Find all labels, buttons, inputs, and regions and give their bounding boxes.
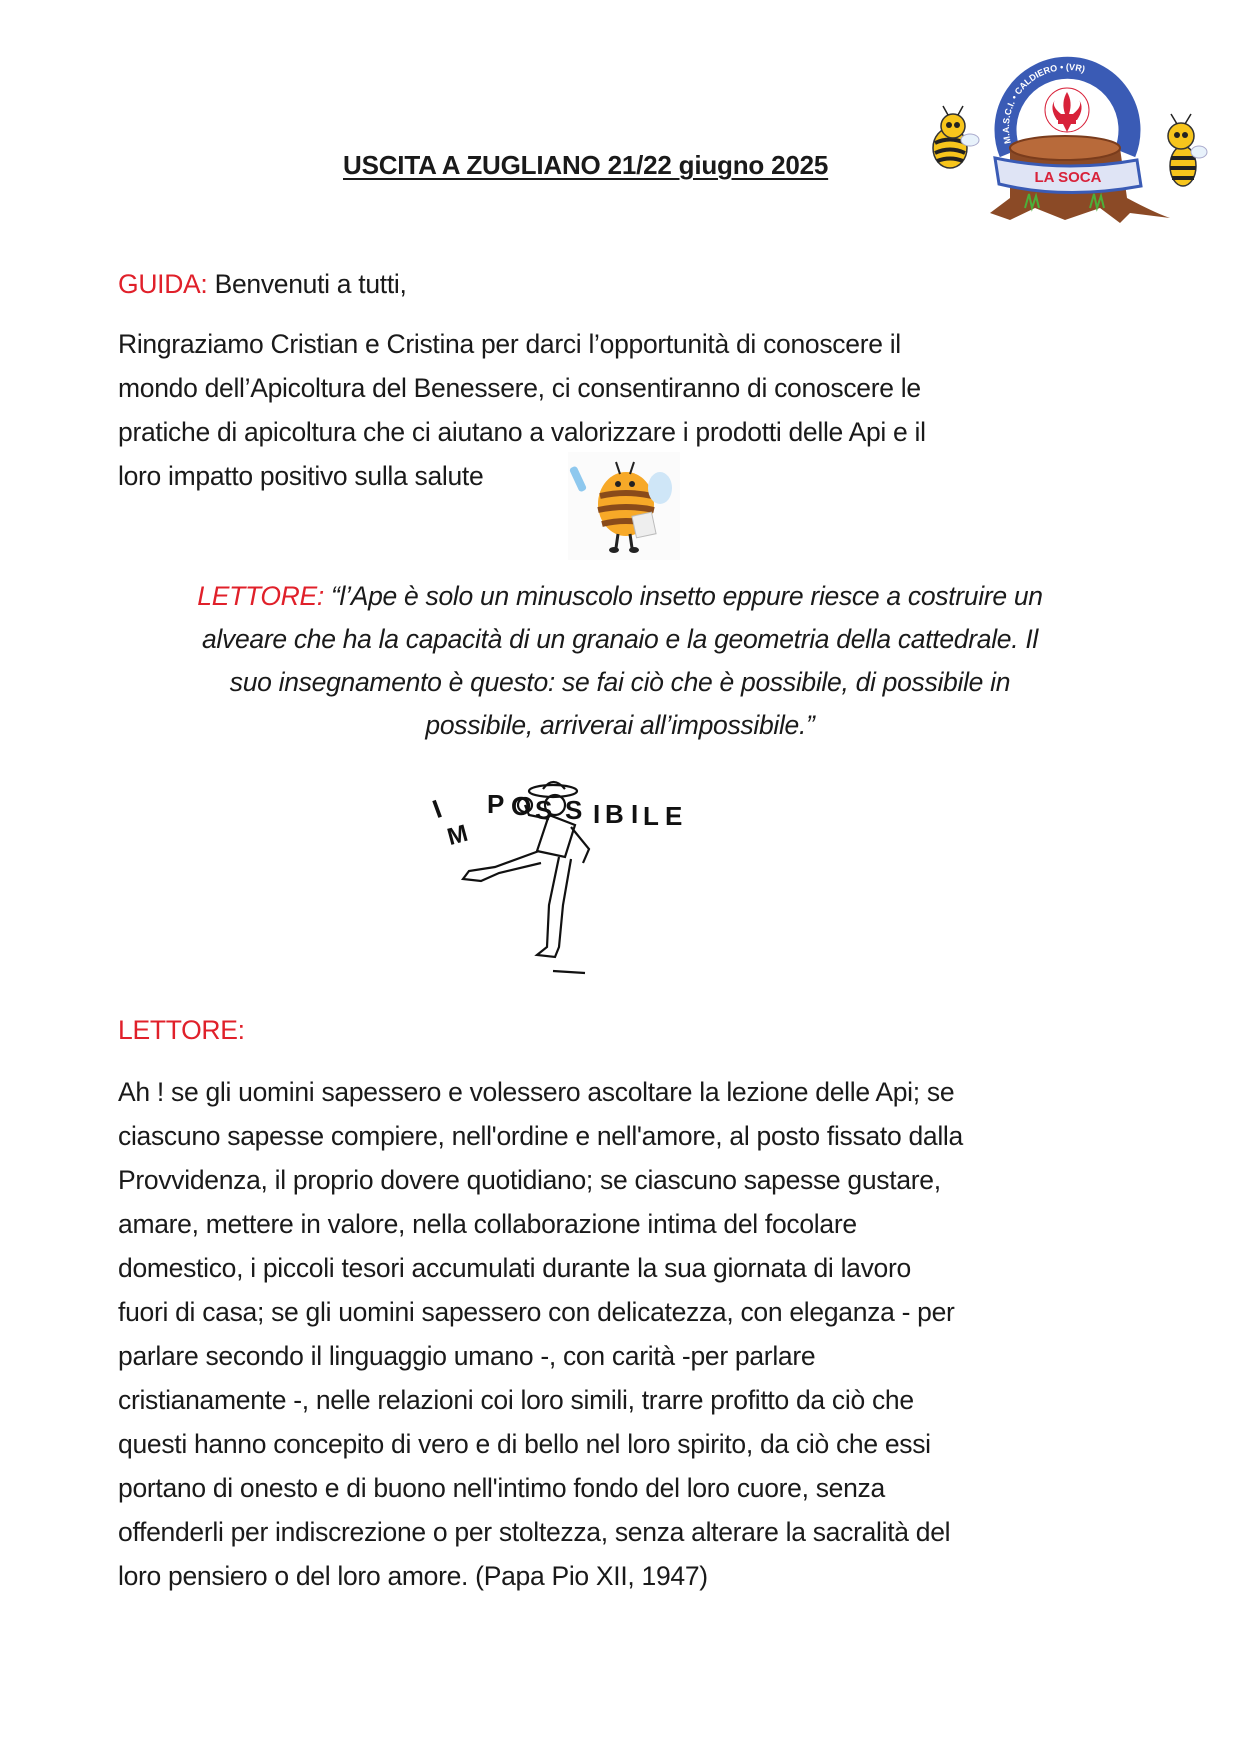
fleur-de-lis-icon <box>1045 88 1089 132</box>
svg-text:E: E <box>665 801 683 831</box>
paragraph-line: ciascuno sapesse compiere, nell'ordine e nell'amore, al posto fissato dalla <box>118 1121 963 1151</box>
paragraph-line: offenderli per indiscrezione o per stoltezza, senza alterare la sacralità del <box>118 1517 951 1547</box>
svg-text:L: L <box>643 801 659 831</box>
speaker-label-lettore: LETTORE: <box>197 581 324 611</box>
paragraph-line: Ringraziamo Cristian e Cristina per darci l’opportunità di conoscere il <box>118 329 901 359</box>
paragraph-line: questi hanno concepito di vero e di bello nel loro spirito, da ciò che essi <box>118 1429 931 1459</box>
svg-text:I: I <box>593 799 601 829</box>
paragraph-line: loro impatto positivo sulla salute <box>118 461 484 491</box>
guida-intro-paragraph <box>118 322 926 498</box>
quote-line: “l’Ape è solo un minuscolo insetto eppure riesce a costruire un <box>323 581 1043 611</box>
lettore-quote <box>110 575 1130 747</box>
impossibile-letters <box>429 789 683 851</box>
bee-with-syringe-image <box>568 452 680 560</box>
guida-greeting <box>118 262 407 306</box>
svg-text:B: B <box>605 799 624 829</box>
svg-text:S: S <box>565 795 583 825</box>
svg-text:O: O <box>511 791 532 821</box>
bee-left-icon <box>933 106 979 168</box>
svg-text:M: M <box>444 819 471 852</box>
paragraph-line: Provvidenza, il proprio dovere quotidiano; se ciascuno sapesse gustare, <box>118 1165 941 1195</box>
quote-line: alveare che ha la capacità di un granaio e la geometria della cattedrale. Il <box>201 624 1039 654</box>
paragraph-line: loro pensiero o del loro amore. (Papa Pio XII, 1947) <box>118 1561 708 1591</box>
svg-text:P: P <box>487 789 505 819</box>
masci-la-soca-logo <box>915 48 1215 228</box>
paragraph-line: parlare secondo il linguaggio umano -, con carità -per parlare <box>118 1341 816 1371</box>
paragraph-line: domestico, i piccoli tesori accumulati durante la sua giornata di lavoro <box>118 1253 911 1283</box>
impossibile-scout-illustration <box>425 775 715 990</box>
quote-line: possibile, arriverai all’impossibile.” <box>425 710 815 740</box>
bee-right-icon <box>1168 114 1207 186</box>
paragraph-line: portano di onesto e di buono nell'intimo fondo del loro cuore, senza <box>118 1473 885 1503</box>
speaker-label-guida: GUIDA: <box>118 269 208 299</box>
svg-text:I: I <box>631 799 639 829</box>
paragraph-line: mondo dell’Apicoltura del Benessere, ci consentiranno di conoscere le <box>118 373 921 403</box>
logo-ring-text: M.A.S.C.I. • CALDIERO • (VR) <box>1000 61 1087 145</box>
paragraph-line: pratiche di apicoltura che ci aiutano a valorizzare i prodotti delle Api e il <box>118 417 926 447</box>
quote-line: suo insegnamento è questo: se fai ciò che è possibile, di possibile in <box>229 667 1011 697</box>
paragraph-line: cristianamente -, nelle relazioni coi loro simili, trarre profitto da ciò che <box>118 1385 914 1415</box>
svg-text:S: S <box>535 795 553 825</box>
page-title: USCITA A ZUGLIANO 21/22 giugno 2025 <box>343 150 829 180</box>
logo-banner-text: LA SOCA <box>1034 169 1102 186</box>
svg-text:I: I <box>428 793 446 825</box>
greeting-text: Benvenuti a tutti, <box>207 269 407 299</box>
paragraph-line: Ah ! se gli uomini sapessero e volessero ascoltare la lezione delle Api; se <box>118 1077 955 1107</box>
paragraph-line: fuori di casa; se gli uomini sapessero con delicatezza, con eleganza - per <box>118 1297 955 1327</box>
paragraph-line: amare, mettere in valore, nella collaborazione intima del focolare <box>118 1209 857 1239</box>
speaker-label-lettore-reading: LETTORE: <box>118 1015 245 1045</box>
lettore-reading-paragraph <box>118 1070 963 1598</box>
